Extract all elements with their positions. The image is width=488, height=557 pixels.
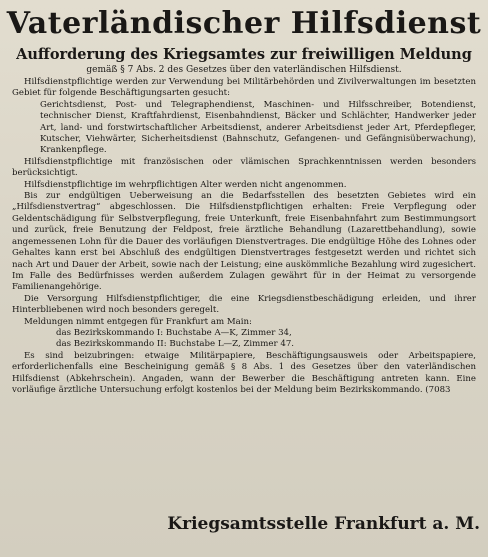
paragraph-documents [12, 351, 476, 397]
notice-subtitle: Aufforderung des Kriegsamtes zur freiwilligen Meldung [16, 46, 472, 63]
law-reference: gemäß § 7 Abs. 2 des Gesetzes über den vaterländischen Hilfsdienst. [86, 65, 402, 75]
notice-body [12, 77, 476, 396]
occupation-list: Gerichtsdienst, Post- und Telegraphendienst, Maschinen- und Hilfsschreiber, Botendienst, technischer Dienst, Kraftfahrdienst, Eisenbahndienst, Bäcker und Schlächter, Handwerker jeder Art, land- und forstwirtschaftlicher Arbeitsdienst, anderer Arbeitsdienst jeder Art, Pferdepfleger, Kutscher, Viehwärter, Sicherheitsdienst (Bahnschutz, Gefangenen- und Gefängnisüberwachung), Krankenpflege. [40, 99, 476, 156]
district-command-1: das Bezirkskommando I: Buchstabe A—K, Zimmer 34, [56, 327, 292, 338]
paragraph-languages: Hilfsdienstpflichtige mit französischen oder vlämischen Sprachkenntnissen werden besonders berücksichtigt. [12, 156, 476, 179]
paragraph-care: Die Versorgung Hilfsdienstpflichtiger, die eine Kriegsdienstbeschädigung erleiden, und ihrer Hinterbliebenen wird noch besonders geregelt. [12, 293, 476, 316]
paragraph-contract: Bis zur endgültigen Ueberweisung an die Bedarfsstellen des besetzten Gebietes wird ein „Hilfsdienstvertrag“ abgeschlossen. Die Hilfsdienstpflichtigen erhalten: Freie Verpflegung oder Geldentschädigung für Selbstverpflegung, freie Unterkunft, freie Eisenbahnfahrt zum Bestimmungsort und zurück, freie Benutzung der Feldpost, freie ärztliche Behandlung (Lazarettbehandlung), sowie angemessenen Lohn für die Dauer des vorläufigen Dienstvertrages. Die endgültige Höhe des Lohnes oder Gehaltes kann erst bei Abschluß des endgültigen Dienstvertrages festgesetzt werden und richtet sich nach Art und Dauer der Arbeit, sowie nach der Leistung; eine auskömmliche Bezahlung wird zugesichert. Im Falle des Bedürfnisses werden außerdem Zulagen gewährt für in der Heimat zu versorgende Familienangehörige. [12, 191, 476, 293]
paragraph-intro: Hilfsdienstpflichtige werden zur Verwendung bei Militärbehörden und Zivilverwaltungen im besetzten Gebiet für folgende Beschäftigungsarten gesucht: [12, 77, 476, 99]
issuer-signature: Kriegsamtsstelle Frankfurt a. M. [167, 514, 480, 534]
paragraph-age: Hilfsdienstpflichtige im wehrpflichtigen Alter werden nicht angenommen. [24, 179, 347, 190]
district-command-2: das Bezirkskommando II: Buchstabe L—Z, Zimmer 47. [56, 339, 295, 350]
notice-title: Vaterländischer Hilfsdienst [6, 6, 482, 41]
documents-text: Es sind beizubringen: etwaige Militärpapiere, Beschäftigungsausweis oder Arbeitspapiere, erforderlichenfalls eine Bescheinigung gemäß § 8 Abs. 1 des Gesetzes über den vaterländischen Hilfsdienst (Abkehrschein). Angaden, wann der Bewerber die Beschäftigung antreten kann. Eine vorläufige ärztliche Untersuchung erfolgt kostenlos bei der Meldung beim Bezirkskommando. [12, 350, 476, 395]
paragraph-registration: Meldungen nimmt entgegen für Frankfurt am Main: [24, 316, 252, 327]
reference-number: (7083 [425, 384, 451, 395]
